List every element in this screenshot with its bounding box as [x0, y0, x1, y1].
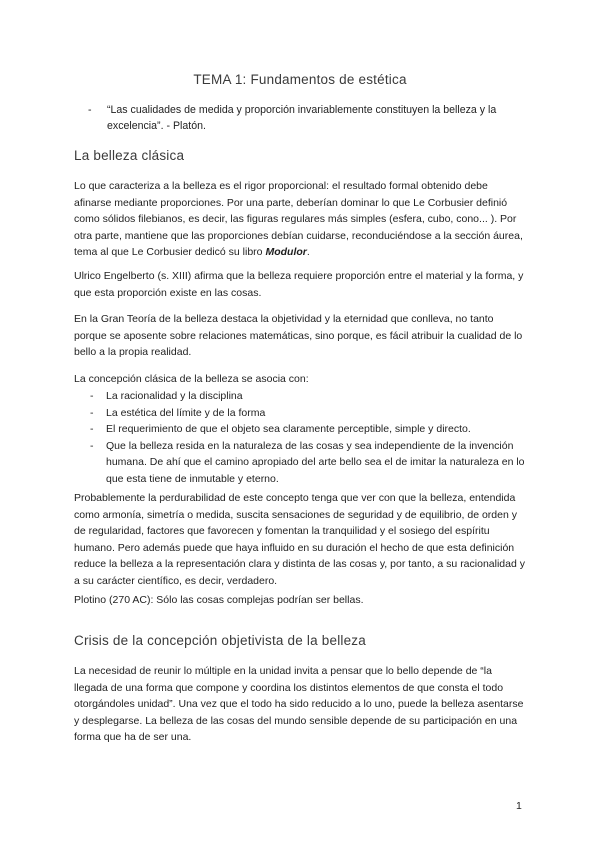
quote-item	[88, 103, 532, 134]
paragraph-necesidad: La necesidad de reunir lo múltiple en la unidad invita a pensar que lo bello depende de “la llegada de una forma que compone y coordina los distintos elementos de que consta el todo otorgándoles unidad”. Una vez que el todo ha sido reducido a lo uno, puede la belleza asentarse y desplegarse. La belleza de las cosas del mundo sensible depende de su participación en una forma que ha de ser una.	[74, 665, 524, 744]
list-item	[74, 405, 528, 422]
section-heading-crisis: Crisis de la concepción objetivista de la belleza	[74, 633, 366, 648]
list-item-text: Que la belleza resida en la naturaleza de las cosas y sea independiente de la invención humana. De ahí que el camino apropiado del arte bello sea el de imitar la naturaleza en lo que esta tiene de inmutable y eterno.	[106, 439, 525, 485]
paragraph-plotino: Plotino (270 AC): Sólo las cosas complejas podrían ser bellas.	[74, 594, 364, 606]
list-item	[74, 438, 528, 488]
list-item-text: La estética del límite y de la forma	[106, 406, 266, 419]
paragraph-text-end: .	[306, 246, 310, 259]
page-number: 1	[516, 800, 522, 812]
list-bullet: -	[90, 423, 94, 436]
quote-text: “Las cualidades de medida y proporción invariablemente constituyen la belleza y la excelencia”. - Platón.	[107, 104, 497, 132]
list-item-text: El requerimiento de que el objeto sea claramente perceptible, simple y directo.	[106, 423, 471, 436]
paragraph-concepcion-intro: La concepción clásica de la belleza se asocia con:	[74, 373, 309, 385]
list-bullet: -	[90, 406, 94, 419]
page-title: TEMA 1: Fundamentos de estética	[193, 72, 407, 87]
paragraph-gran-teoria: En la Gran Teoría de la belleza destaca la objetividad y la eternidad que conlleva, no tanto porque se aposente sobre relaciones matemáticas, sino porque, es fácil atribuir la cualidad de lo bello a la propia realidad.	[74, 313, 523, 359]
concepcion-list	[74, 388, 528, 488]
list-bullet: -	[90, 390, 94, 402]
paragraph-ulrico: Ulrico Engelberto (s. XIII) afirma que la belleza requiere proporción entre el material y la forma, y que esta proporción existe en las cosas.	[74, 270, 524, 299]
paragraph-perdurabilidad: Probablemente la perdurabilidad de este concepto tenga que ver con que la belleza, entendida como armonía, simetría o medida, suscita sensaciones de seguridad y de equilibrio, de orden y de regularidad, factores que favorecen y fomentan la tranquilidad y el sosiego del espíritu humano. Pero además puede que haya influido en su duración el hecho de que esta definición reduce la belleza a la representación clara y distinta de las cosas y, por tanto, a su racionalidad y a su carácter científico, es decir, verdadero.	[74, 492, 525, 587]
list-item-text: La racionalidad y la disciplina	[106, 390, 243, 402]
list-bullet: -	[90, 439, 94, 452]
paragraph-rigor-proporcional	[74, 178, 528, 261]
section-heading-clasica: La belleza clásica	[74, 148, 185, 163]
quote-bullet: -	[88, 104, 92, 116]
list-item	[74, 421, 528, 438]
book-title-modulor: Modulor	[265, 246, 307, 259]
list-item	[74, 388, 528, 405]
paragraph-text: Lo que caracteriza a la belleza es el rigor proporcional: el resultado formal obtenido debe afinarse mediante proporciones. Por una parte, deberían dominar lo que Le Corbusier definió como sólidos filebianos, es decir, las figuras regulares más simples (esfera, cubo, cono... ). Por otra parte, mantiene que las proporciones debían cuidarse, reconduciéndose a la sección áurea, tema al que Le Corbusier dedicó su libro	[74, 180, 523, 259]
